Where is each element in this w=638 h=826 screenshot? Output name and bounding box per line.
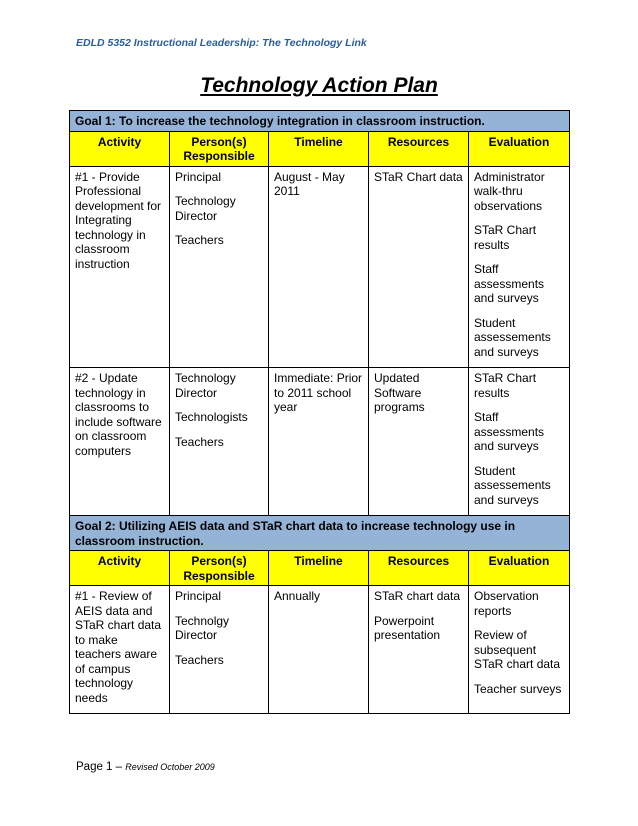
column-header-activity: Activity: [70, 551, 170, 586]
persons-responsible-text: Teachers: [175, 652, 224, 667]
evaluation-text: STaR Chart results: [474, 371, 537, 400]
goal-row: [70, 111, 570, 132]
persons-responsible-text: Technologists: [175, 410, 248, 424]
resources-cell: [369, 166, 469, 368]
persons-responsible-text: Principal: [175, 589, 222, 603]
activity-cell: [70, 368, 170, 516]
resources-text: STaR Chart data: [374, 169, 463, 184]
page-title: Technology Action Plan: [200, 74, 438, 97]
timeline-cell: [269, 368, 369, 516]
evaluation-text: STaR Chart results: [474, 223, 537, 252]
activity-cell: [70, 586, 170, 714]
timeline-text: Annually: [274, 589, 321, 603]
persons-responsible-cell: [170, 368, 269, 516]
column-header-row: [70, 131, 570, 166]
page-footer: [76, 761, 215, 773]
column-header-row: [70, 551, 570, 586]
column-header-persons-responsible: Person(s) Responsible: [170, 551, 269, 586]
timeline-cell: [269, 586, 369, 714]
timeline-text: Immediate: Prior to 2011 school year: [274, 371, 363, 414]
table-row: [70, 166, 570, 368]
activity-text: #1 - Review of AEIS data and STaR chart data to make teachers aware of campus technology needs: [75, 589, 162, 705]
evaluation-cell: [469, 368, 570, 516]
activity-cell: [70, 166, 170, 368]
evaluation-text: Administrator walk-thru observations: [474, 169, 545, 213]
persons-responsible-cell: [170, 166, 269, 368]
activity-text: #2 - Update technology in classrooms to include software on classroom computers: [75, 371, 162, 458]
table-row: [70, 368, 570, 516]
resources-text: STaR chart data: [374, 589, 461, 603]
resources-cell: [369, 368, 469, 516]
activity-text: #1 - Provide Professional development for Integrating technology in classroom instruction: [75, 169, 162, 271]
resources-text: Powerpoint presentation: [374, 613, 441, 642]
column-header-evaluation: Evaluation: [469, 551, 570, 586]
evaluation-text: Review of subsequent STaR chart data: [474, 628, 561, 671]
evaluation-text: Student assessements and surveys: [474, 315, 551, 359]
evaluation-text: Staff assessments and surveys: [474, 262, 545, 305]
revision-note: Revised October 2009: [125, 762, 215, 772]
persons-responsible-text: Technolgy Director: [175, 613, 230, 642]
document-header: EDLD 5352 Instructional Leadership: The Technology Link: [76, 37, 367, 49]
action-plan-table: [69, 110, 570, 714]
column-header-timeline: Timeline: [269, 551, 369, 586]
resources-text: Updated Software programs: [374, 371, 425, 414]
column-header-timeline: Timeline: [269, 131, 369, 166]
persons-responsible-text: Technology Director: [175, 194, 236, 223]
evaluation-text: Staff assessments and surveys: [474, 410, 545, 453]
page-number: Page 1 –: [76, 761, 126, 773]
persons-responsible-cell: [170, 586, 269, 714]
timeline-cell: [269, 166, 369, 368]
evaluation-cell: [469, 586, 570, 714]
persons-responsible-text: Technology Director: [175, 371, 236, 400]
column-header-resources: Resources: [369, 131, 469, 166]
persons-responsible-text: Principal: [175, 169, 222, 184]
column-header-activity: Activity: [70, 131, 170, 166]
evaluation-text: Teacher surveys: [474, 681, 562, 696]
timeline-text: August - May 2011: [274, 169, 345, 198]
table-row: [70, 586, 570, 714]
persons-responsible-text: Teachers: [175, 434, 224, 449]
goal-title: Goal 2: Utilizing AEIS data and STaR chart data to increase technology use in classroom instruction.: [70, 516, 570, 551]
column-header-resources: Resources: [369, 551, 469, 586]
evaluation-cell: [469, 166, 570, 368]
goal-title: Goal 1: To increase the technology integration in classroom instruction.: [70, 111, 570, 132]
column-header-evaluation: Evaluation: [469, 131, 570, 166]
evaluation-text: Student assessements and surveys: [474, 463, 551, 507]
column-header-persons-responsible: Person(s) Responsible: [170, 131, 269, 166]
goal-row: [70, 516, 570, 551]
resources-cell: [369, 586, 469, 714]
persons-responsible-text: Teachers: [175, 233, 224, 247]
evaluation-text: Observation reports: [474, 589, 539, 618]
